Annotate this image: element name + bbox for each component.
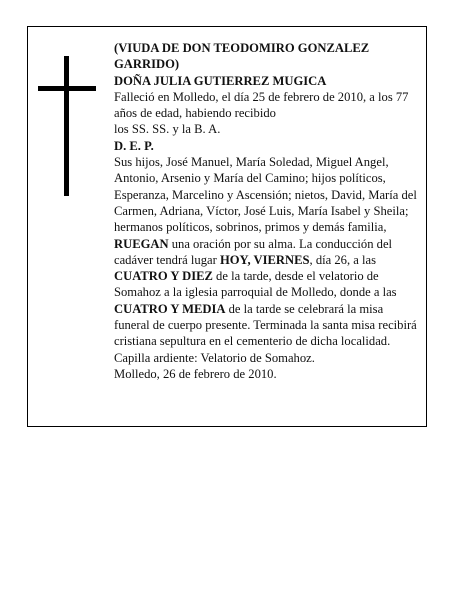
day-label: HOY, VIERNES — [219, 252, 310, 267]
cross-icon-arm — [38, 86, 96, 91]
date-line: Molledo, 26 de febrero de 2010. — [114, 366, 277, 381]
ceremony-text-2: , día 26, a las — [309, 252, 376, 267]
mass-time: CUATRO Y MEDIA — [114, 301, 226, 316]
ceremony-text-3: de la tarde, desde el velatorio de Somahoz a la iglesia parroquial de Molledo, donde a las — [114, 269, 397, 300]
ceremony-text-1: una oración por su alma. La conducción del cadáver tendrá lugar — [114, 236, 393, 267]
death-info: Falleció en Molledo, el día 25 de febrero de 2010, a los 77 años de edad, habiendo recibido — [114, 89, 409, 121]
ceremony-text-4: de la tarde se celebrará la misa funeral de cuerpo presente. Terminada la santa misa recibirá cristiana sepultura en el cementerio de dicha localidad. Capilla ardiente: Velatorio de Somahoz. — [114, 301, 417, 365]
deceased-name: DOÑA JULIA GUTIERREZ MUGICA — [114, 73, 327, 88]
sacraments-line: los SS. SS. y la B. A. — [114, 122, 221, 137]
cross-icon — [64, 56, 69, 196]
ceremony-paragraph — [114, 236, 420, 366]
family-paragraph: Sus hijos, José Manuel, María Soledad, Miguel Angel, Antonio, Arsenio y María del Camino; hijos políticos, Esperanza, Marcelino y Ascensión; nietos, David, María del Carmen, Adriana, Víctor, José Luis, María Isabel y Sheila; hermanos políticos, sobrinos, primos y demás familia, — [114, 155, 417, 235]
widow-header: (VIUDA DE DON TEODOMIRO GONZALEZ GARRIDO) — [114, 41, 370, 72]
procession-time: CUATRO Y DIEZ — [114, 269, 213, 284]
ruegan-label: RUEGAN — [114, 236, 169, 251]
dep-line: D. E. P. — [114, 138, 154, 153]
obituary-text — [114, 40, 420, 382]
